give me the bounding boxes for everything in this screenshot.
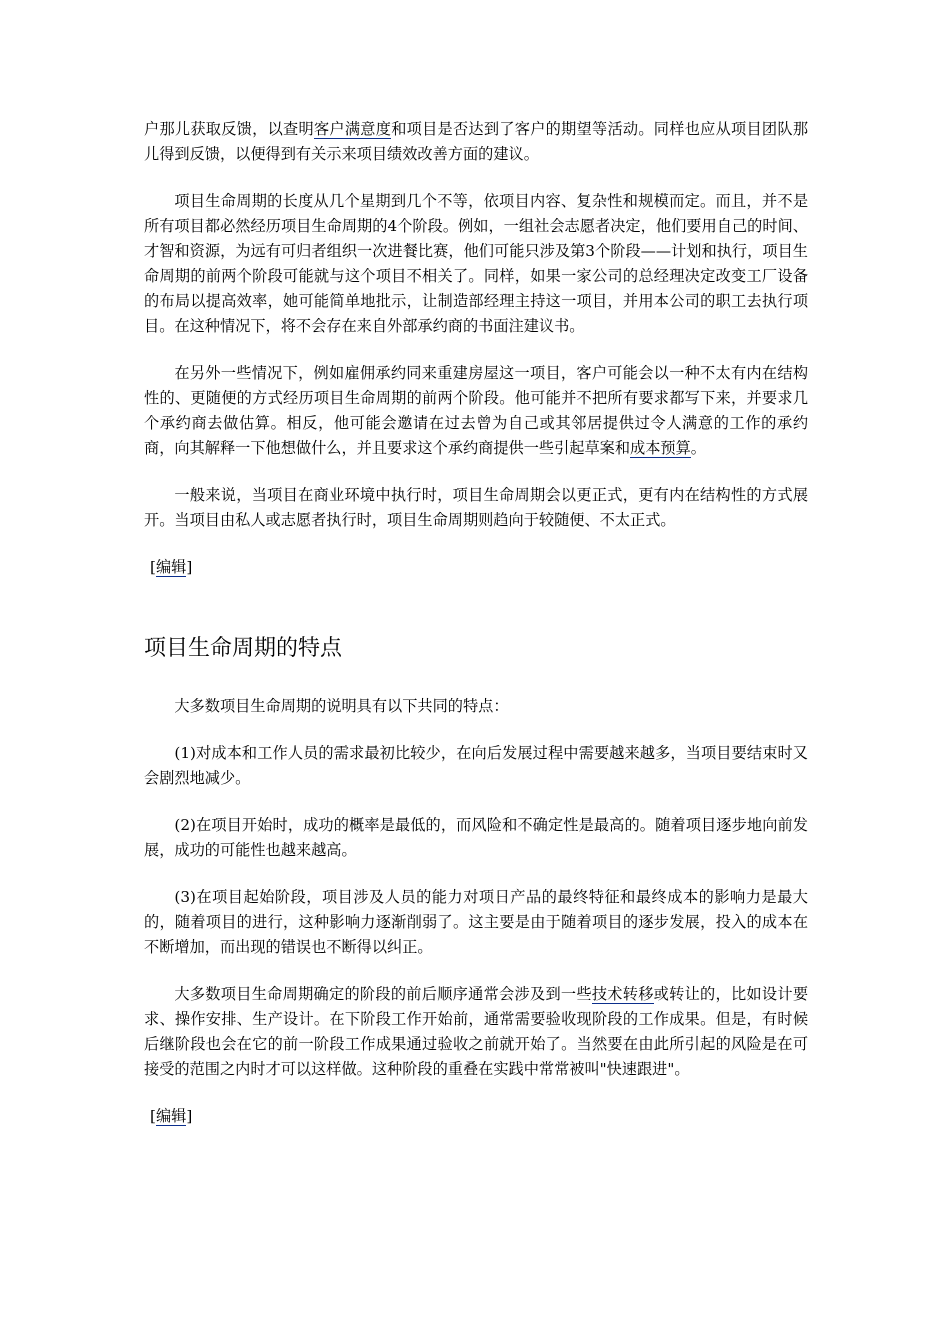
edit-section-link-2: [编辑]: [150, 1107, 193, 1125]
edit-link[interactable]: 编辑: [155, 558, 187, 576]
paragraph-feature-3: (3)在项目起始阶段，项目涉及人员的能力对项日产品的最终特征和最终成本的影响力是最大的，随着项目的进行，这种影响力逐渐削弱了。这主要是由于随着项目的逐步发展，投入的成本在不断增加，而出现的错误也不断得以纠正。: [144, 888, 808, 956]
paragraph-other-cases: 在另外一些情况下，例如雇佣承约同来重建房屋这一项目，客户可能会以一种不太有内在结构性的、更随便的方式经历项目生命周期的前两个阶段。他可能并不把所有要求都写下来，并要求几个承约商去做估算。相反，他可能会邀请在过去曾为自己或其邻居提供过令人满意的工作的承约商，向其解释一下他想做什么，并且要求这个承约商提供一些引起草案和成本预算。: [144, 364, 808, 457]
section-title: 项目生命周期的特点: [144, 636, 343, 661]
link-cost-budget[interactable]: 成本预算: [630, 439, 691, 457]
paragraph-lifecycle-length: 项目生命周期的长度从几个星期到几个不等，依项目内容、复杂性和规模而定。而且，并不是所有项目都必然经历项目生命周期的4个阶段。例如，一组社会志愿者决定，他们要用自己的时间、才智和资源，为远有可归者组织一次进餐比赛，他们可能只涉及第3个阶段——计划和执行，项目生命周期的前两个阶段可能就与这个项目不相关了。同样，如果一家公司的总经理决定改变工厂设备的布局以提高效率，她可能简单地批示，让制造部经理主持这一项目，并用本公司的职工去执行项目。在这种情况下，将不会存在来自外部承约商的书面注建议书。: [144, 192, 808, 335]
edit-link[interactable]: 编辑: [155, 1107, 187, 1125]
paragraph-features-intro: 大多数项目生命周期的说明具有以下共同的特点：: [174, 697, 509, 715]
article-body: [144, 117, 808, 1129]
edit-section-link-1: [编辑]: [150, 558, 193, 576]
paragraph-phase-order: 大多数项目生命周期确定的阶段的前后顺序通常会涉及到一些技术转移或转让的，比如设计要求、操作安排、生产设计。在下阶段工作开始前，通常需要验收现阶段的工作成果。但是，有时候后继阶段也会在它的前一阶段工作成果通过验收之前就开始了。当然要在由此所引起的风险是在可接受的范围之内时才可以这样做。这种阶段的重叠在实践中常常被叫"快速跟进"。: [144, 985, 809, 1078]
paragraph-feature-1: (1)对成本和工作人员的需求最初比较少，在向后发展过程中需要越来越多，当项目要结束时又会剧烈地减少。: [144, 744, 808, 787]
paragraph-general: 一般来说，当项目在商业环境中执行时，项目生命周期会以更正式，更有内在结构性的方式展开。当项目由私人或志愿者执行时，项目生命周期则趋向于较随便、不太正式。: [144, 486, 808, 529]
link-customer-satisfaction[interactable]: 客户满意度: [313, 120, 392, 138]
link-technology-transfer[interactable]: 技术转移: [591, 985, 654, 1003]
paragraph-feedback: 户那儿获取反馈，以查明客户满意度和项目是否达到了客户的期望等活动。同样也应从项目团队那儿得到反馈，以便得到有关示来项目绩效改善方面的建议。: [144, 120, 809, 163]
paragraph-feature-2: (2)在项目开始时，成功的概率是最低的，而风险和不确定性是最高的。随着项目逐步地向前发展，成功的可能性也越来越高。: [144, 816, 808, 859]
